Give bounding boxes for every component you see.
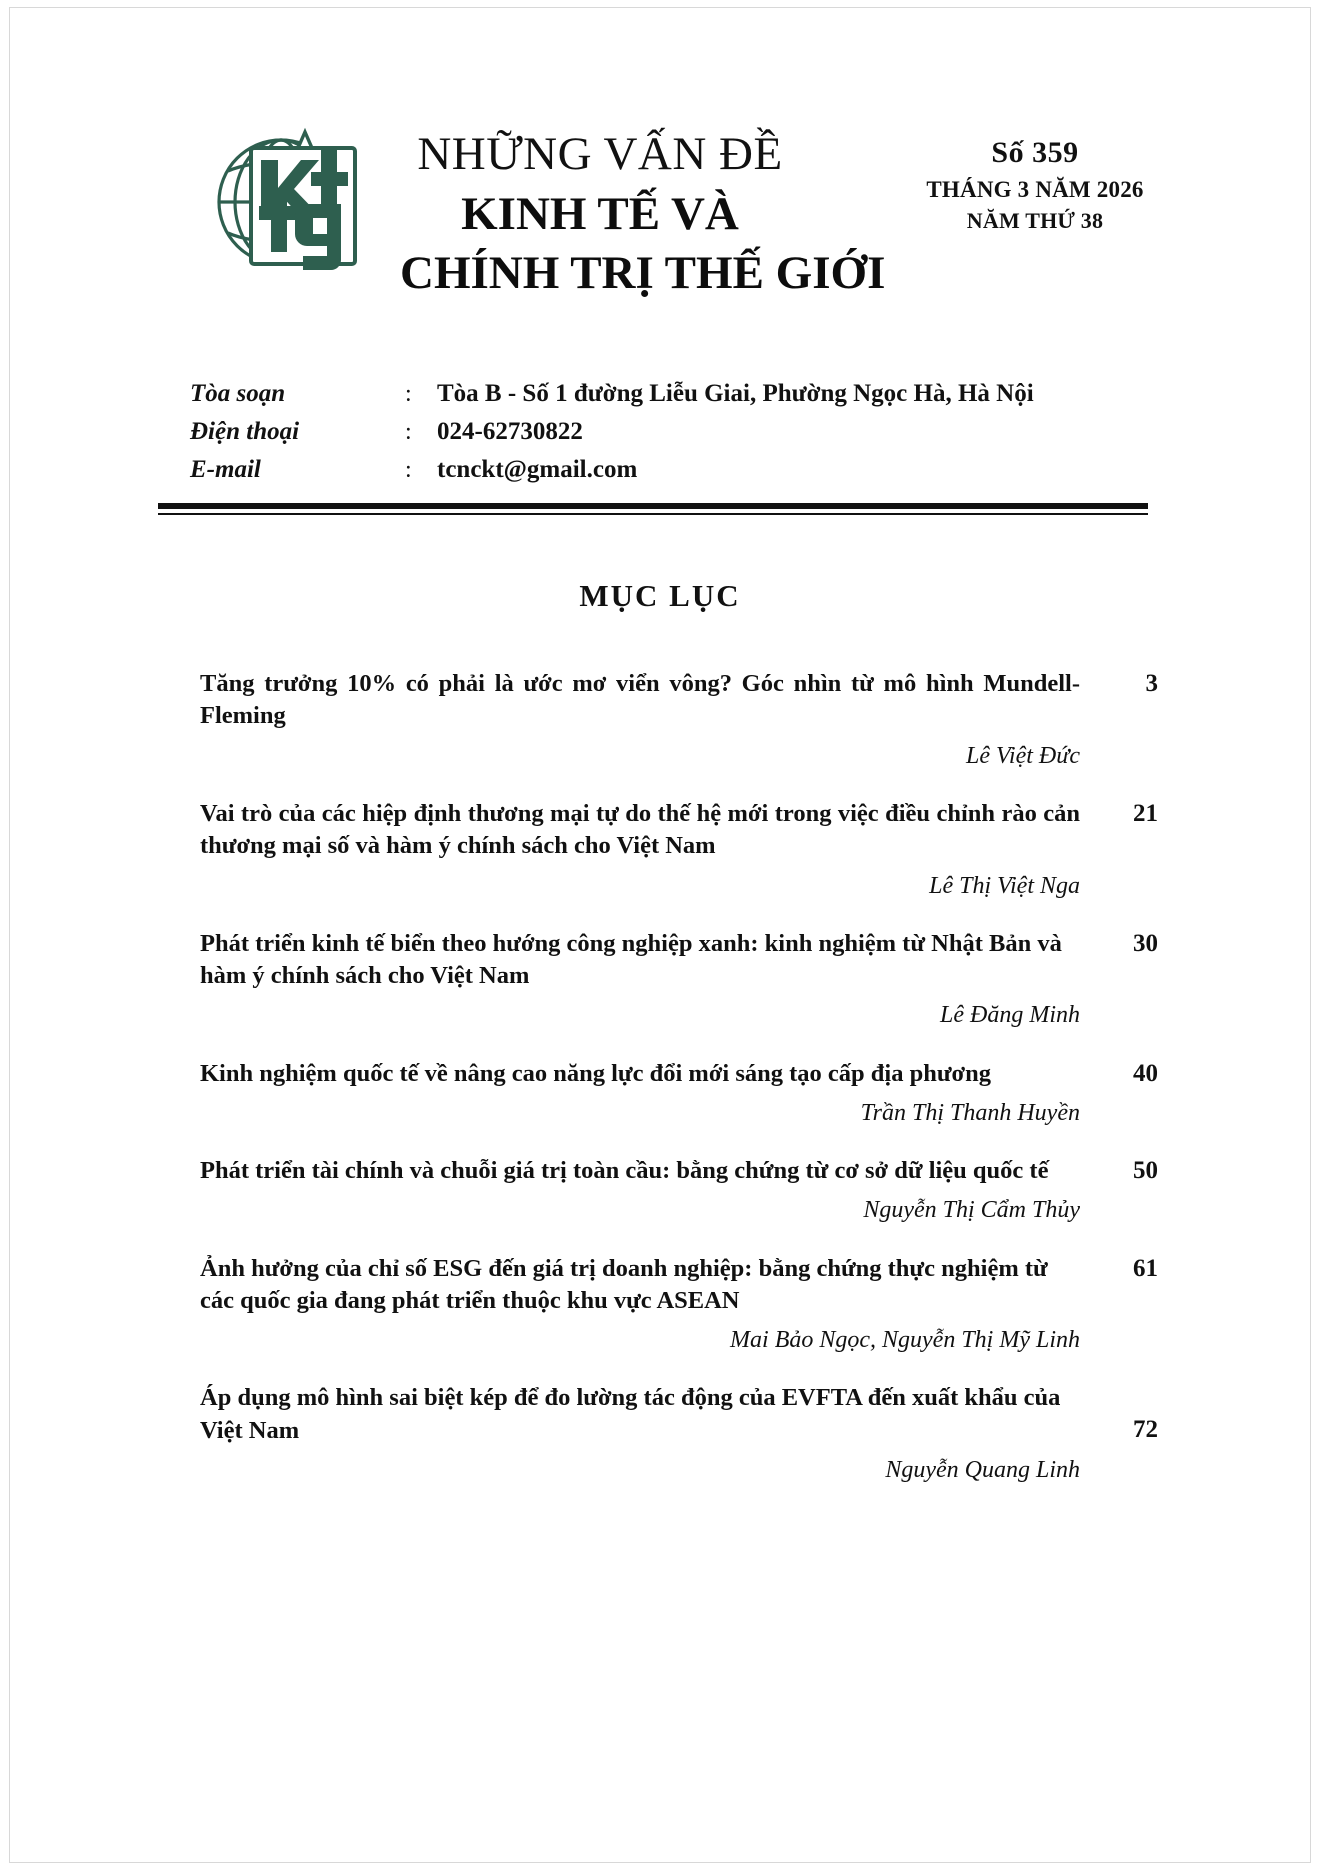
toc-entry-title[interactable]: Ảnh hưởng của chỉ số ESG đến giá trị doanh nghiệp: bằng chứng thực nghiệm từ các quốc gia đang phát triển thuộc khu vực ASEAN xyxy=(200,1254,1048,1314)
toc-entry-page: 3 xyxy=(1145,670,1158,697)
toc-entry-author: Mai Bảo Ngọc, Nguyễn Thị Mỹ Linh xyxy=(730,1327,1080,1354)
toc-entry-author: Lê Việt Đức xyxy=(966,742,1080,769)
toc-entry-author: Lê Thị Việt Nga xyxy=(929,872,1080,899)
journal-title-block xyxy=(400,128,886,300)
toc-entry-page: 50 xyxy=(1133,1157,1158,1185)
contact-label-email: E-mail xyxy=(190,456,261,483)
issue-date: THÁNG 3 NĂM 2026 xyxy=(926,177,1144,202)
masthead-divider-thin xyxy=(158,513,1148,515)
contact-row-phone xyxy=(190,418,1150,446)
toc-entry-page: 30 xyxy=(1133,929,1158,957)
toc-entry-page: 72 xyxy=(1133,1416,1158,1444)
contact-label-phone: Điện thoại xyxy=(190,418,300,445)
masthead xyxy=(10,8,1310,300)
toc-heading: MỤC LỤC xyxy=(579,578,741,613)
toc-entry-title[interactable]: Tăng trưởng 10% có phải là ước mơ viển vông? Góc nhìn từ mô hình Mundell-Fleming xyxy=(200,670,1080,730)
toc-entry[interactable] xyxy=(200,1382,1160,1486)
globe-ktg-logo-icon xyxy=(195,126,375,274)
toc-entry-title[interactable]: Kinh nghiệm quốc tế về nâng cao năng lực đổi mới sáng tạo cấp địa phương xyxy=(200,1059,991,1087)
contact-value-phone: 024-62730822 xyxy=(437,418,583,445)
toc-entry-page: 40 xyxy=(1133,1059,1158,1087)
contact-label-office: Tòa soạn xyxy=(190,380,286,407)
toc-entry[interactable] xyxy=(200,1253,1160,1357)
toc-entry-author: Lê Đăng Minh xyxy=(940,1002,1080,1029)
page-sheet xyxy=(10,8,1310,1862)
issue-volume-year: NĂM THỨ 38 xyxy=(966,208,1104,233)
toc-entry-page: 21 xyxy=(1133,799,1158,827)
toc-entry-title[interactable]: Phát triển kinh tế biển theo hướng công nghiệp xanh: kinh nghiệm từ Nhật Bản và hàm ý chính sách cho Việt Nam xyxy=(200,929,1062,990)
toc-entry-author: Nguyễn Thị Cẩm Thủy xyxy=(863,1197,1080,1224)
toc-entry[interactable] xyxy=(200,1058,1160,1130)
toc-entry-title[interactable]: Phát triển tài chính và chuỗi giá trị toàn cầu: bằng chứng từ cơ sở dữ liệu quốc tế xyxy=(200,1157,1049,1185)
masthead-divider-thick xyxy=(158,503,1148,509)
table-of-contents xyxy=(200,668,1160,1512)
toc-entry-author: Nguyễn Quang Linh xyxy=(885,1457,1080,1484)
journal-title-line-3: CHÍNH TRỊ THẾ GIỚI xyxy=(400,247,886,300)
contact-row-office xyxy=(190,380,1150,408)
toc-entry-page: 61 xyxy=(1133,1254,1158,1282)
toc-entry[interactable] xyxy=(200,1155,1160,1227)
toc-entry-title[interactable]: Áp dụng mô hình sai biệt kép để đo lường tác động của EVFTA đến xuất khẩu của Việt Nam xyxy=(200,1384,1061,1444)
contact-value-email: tcnckt@gmail.com xyxy=(437,456,638,483)
toc-entry-author: Trần Thị Thanh Huyền xyxy=(860,1099,1080,1126)
toc-entry-title[interactable]: Vai trò của các hiệp định thương mại tự do thế hệ mới trong việc điều chỉnh rào cản thương mại số và hàm ý chính sách cho Việt Nam xyxy=(200,799,1080,860)
journal-logo xyxy=(195,126,375,274)
contact-colon-email: : xyxy=(405,457,412,483)
contact-colon-phone: : xyxy=(405,419,412,445)
journal-title-line-2: KINH TẾ VÀ xyxy=(461,188,739,241)
contact-row-email xyxy=(190,456,1150,484)
toc-entry[interactable] xyxy=(200,928,1160,1032)
toc-entry[interactable] xyxy=(200,668,1160,772)
contact-info xyxy=(190,380,1150,494)
contact-colon-office: : xyxy=(405,381,412,407)
toc-entry[interactable] xyxy=(200,798,1160,902)
issue-info-block xyxy=(890,136,1180,234)
journal-title-line-1: NHỮNG VẤN ĐỀ xyxy=(417,128,783,180)
contact-value-office: Tòa B - Số 1 đường Liễu Giai, Phường Ngọc Hà, Hà Nội xyxy=(437,380,1034,407)
issue-number: Số 359 xyxy=(991,136,1079,169)
